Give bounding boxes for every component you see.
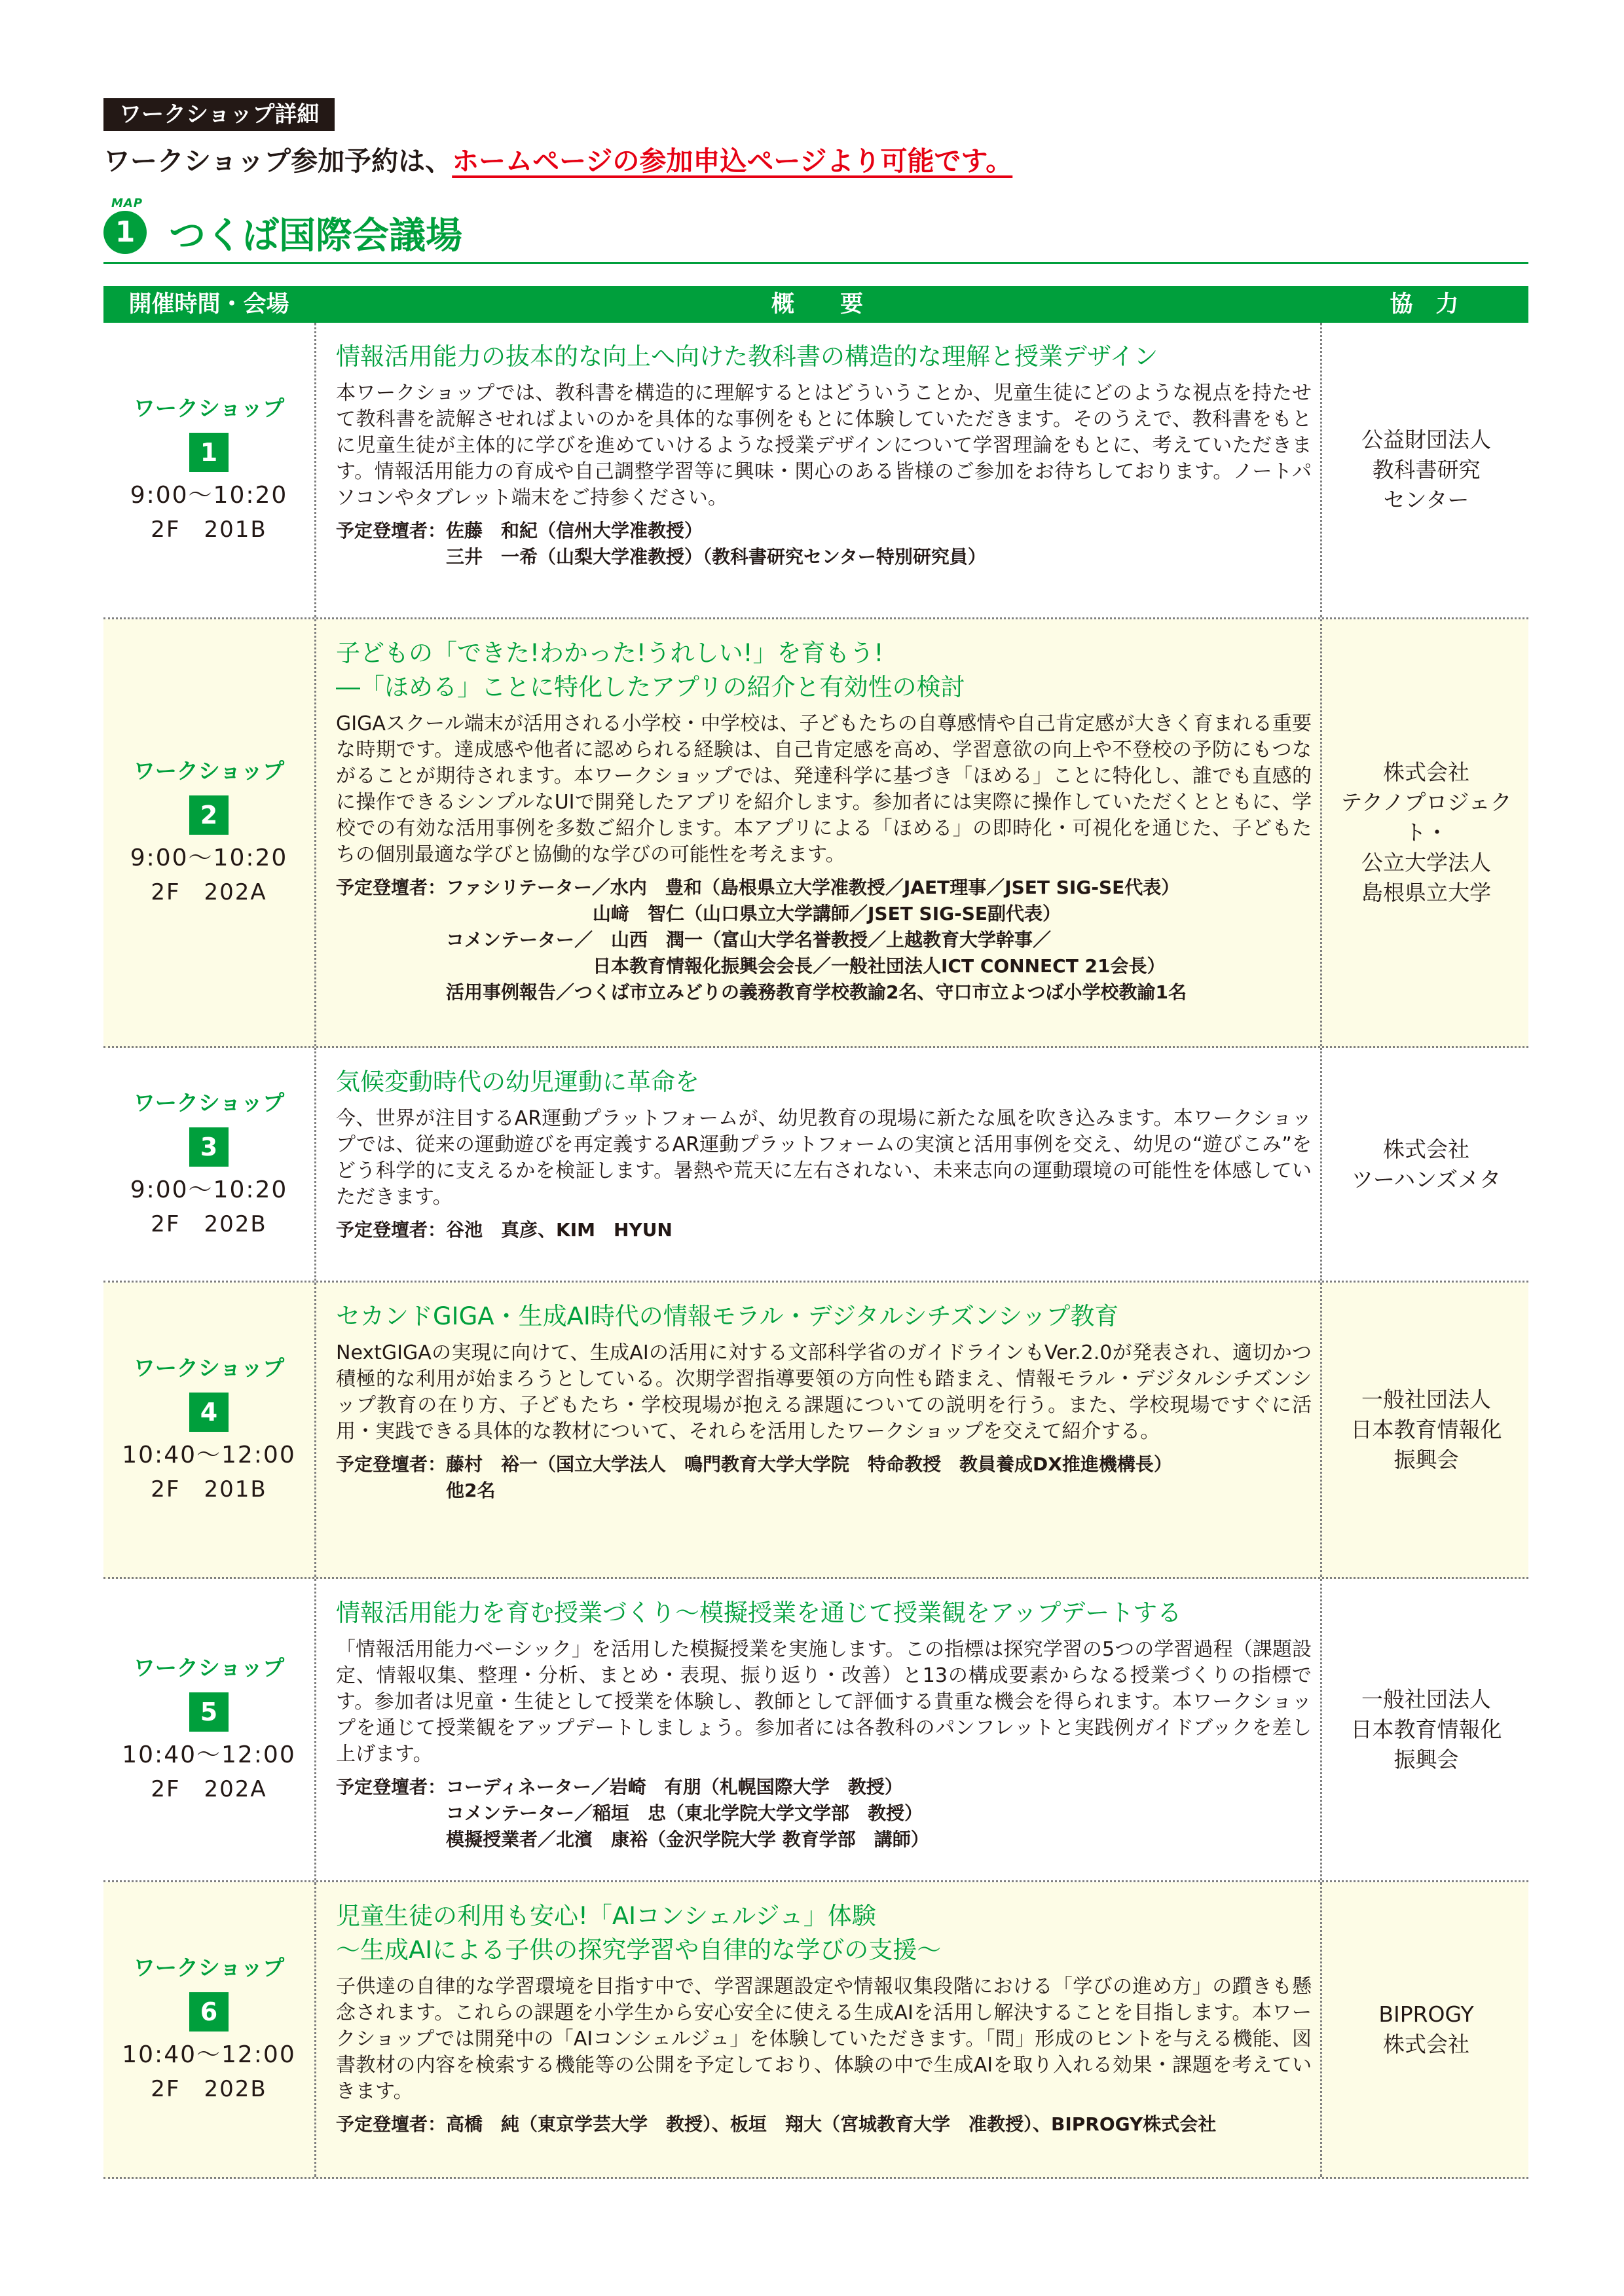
session-room: 2F 202A — [151, 1776, 267, 1802]
session-time: 9:00〜10:20 — [130, 845, 288, 871]
workshop-speakers: 予定登壇者：藤村 裕一（国立大学法人 鳴門教育大学大学院 特命教授 教員養成DX推進機構長） 他2名 — [336, 1453, 1172, 1501]
workshop-speakers: 予定登壇者：ファシリテーター／水内 豊和（島根県立大学准教授／JAET理事／JSET SIG-SE代表） 山﨑 智仁（山口県立大学講師／JSET SIG-SE副代表） コメンテーター／ 山西 潤一（富山大学名誉教授／上越教育大学幹事／ 日本教育情報化振興会会長／一般社団法人ICT CONNECT 21会長） 活用事例報告／つくば市立みどりの義務教育学校教諭2名、守口市立よつば小学校教諭1名 — [336, 877, 1187, 1003]
session-info — [103, 1579, 316, 1880]
map-number-badge: 1 — [103, 211, 147, 254]
workshop-row-6 — [103, 1882, 1528, 2179]
partner-name: 一般社団法人 日本教育情報化 振興会 — [1350, 1686, 1502, 1772]
partner-name: BIPROGY 株式会社 — [1378, 2001, 1474, 2057]
summary-cell — [336, 636, 1312, 1006]
partner-cell — [1320, 1048, 1530, 1281]
session-time: 10:40〜12:00 — [122, 1741, 296, 1768]
workshop-number-badge: 5 — [189, 1692, 229, 1732]
workshop-title: 情報活用能力を育む授業づくり〜模擬授業を通じて授業観をアップデートする — [336, 1599, 1182, 1627]
workshop-speakers: 予定登壇者：コーディネーター／岩崎 有朋（札幌国際大学 教授） コメンテーター／稲垣 忠（東北学院大学文学部 教授） 模擬授業者／北濱 康裕（金沢学院大学 教育学部 講師） — [336, 1776, 929, 1850]
session-info — [103, 1048, 316, 1281]
workshop-title: 児童生徒の利用も安心!「AIコンシェルジュ」体験 〜生成AIによる子供の探究学習や自律的な学びの支援〜 — [336, 1902, 942, 1964]
workshop-description: 「情報活用能力ベーシック」を活用した模擬授業を実施します。この指標は探究学習の5つの学習過程（課題設定、情報収集、整理・分析、まとめ・表現、振り返り・改善）と13の構成要素からなる授業づくりの指標です。参加者は児童・生徒として授業を体験し、教師として評価する貴重な機会を得られます。本ワークショップを通じて授業観をアップデートしましょう。参加者には各教科のパンフレットと実践例ガイドブックを差し上げます。 — [336, 1638, 1312, 1766]
workshop-description: 今、世界が注目するAR運動プラットフォームが、幼児教育の現場に新たな風を吹き込みます。本ワークショップでは、従来の運動遊びを再定義するAR運動プラットフォームの実演と活用事例を交え、幼児の“遊びこみ”をどう科学的に支えるかを検証します。暑熱や荒天に左右されない、未来志向の運動環境の可能性を体感していただきます。 — [336, 1107, 1312, 1209]
workshop-number-badge: 1 — [189, 433, 229, 472]
notice-prefix: ワークショップ参加予約は、 — [103, 145, 452, 177]
summary-cell — [336, 1065, 1312, 1243]
section-tag: ワークショップ詳細 — [103, 98, 335, 131]
workshop-speakers: 予定登壇者：谷池 真彦、KIM HYUN — [336, 1219, 673, 1241]
workshop-label: ワークショップ — [133, 1355, 285, 1381]
session-room: 2F 201B — [151, 517, 267, 543]
session-room: 2F 202B — [151, 1211, 267, 1237]
partner-name: 株式会社 テクノプロジェクト・ 公立大学法人 島根県立大学 — [1340, 759, 1512, 905]
registration-notice — [103, 143, 1012, 179]
partner-cell — [1320, 1579, 1530, 1880]
registration-link[interactable]: ホームページの参加申込ページより可能です。 — [452, 145, 1013, 177]
workshop-label: ワークショップ — [133, 1089, 285, 1116]
workshop-description: GIGAスクール端末が活用される小学校・中学校は、子どもたちの自尊感情や自己肯定感が大きく育まれる重要な時期です。達成感や他者に認められる経験は、自己肯定感を高め、学習意欲の向上や不登校の予防にもつながることが期待されます。本ワークショップでは、発達科学に基づき「ほめる」ことに特化し、誰でも直感的に操作できるシンプルなUIで開発したアプリを紹介します。参加者には実際に操作していただくとともに、学校での有効な活用事例を多数ご紹介します。本アプリによる「ほめる」の即時化・可視化を通じた、子どもたちの個別最適な学びと協働的な学びの可能性を考えます。 — [336, 712, 1312, 866]
session-info — [103, 323, 316, 617]
workshop-row-1 — [103, 323, 1528, 619]
summary-cell — [336, 1596, 1312, 1853]
header-summary: 概 要 — [771, 291, 863, 318]
workshop-title: 子どもの「できた!わかった!うれしい!」を育もう! ―「ほめる」ことに特化したアプリの紹介と有効性の検討 — [336, 639, 965, 701]
session-info — [103, 1283, 316, 1577]
session-time: 9:00〜10:20 — [130, 482, 288, 509]
workshop-number-badge: 3 — [189, 1127, 229, 1167]
header-time-venue: 開催時間・会場 — [128, 291, 289, 318]
summary-cell — [336, 1899, 1312, 2138]
workshop-description: NextGIGAの実現に向けて、生成AIの活用に対する文部科学省のガイドラインもVer.2.0が発表され、適切かつ積極的な利用が始まろうとしている。次期学習指導要領の方向性も踏まえ、情報モラル・デジタルシチズンシップ教育の在り方、子どもたち・学校現場が抱える課題についての説明を行う。また、学校現場ですぐに活用・実践できる具体的な教材について、それらを活用したワークショップを交えて紹介する。 — [336, 1341, 1312, 1443]
session-time: 10:40〜12:00 — [122, 1442, 296, 1468]
workshop-row-2 — [103, 619, 1528, 1048]
workshop-title: 情報活用能力の抜本的な向上へ向けた教科書の構造的な理解と授業デザイン — [336, 342, 1158, 371]
venue-heading — [103, 191, 1528, 264]
session-room: 2F 201B — [151, 1476, 267, 1503]
partner-name: 一般社団法人 日本教育情報化 振興会 — [1350, 1387, 1502, 1472]
summary-cell — [336, 1300, 1312, 1504]
workshop-label: ワークショップ — [133, 395, 285, 421]
summary-cell — [336, 340, 1312, 570]
partner-cell — [1320, 619, 1530, 1046]
map-label: MAP — [111, 196, 143, 210]
partner-cell — [1320, 1283, 1530, 1577]
header-partner: 協 力 — [1390, 291, 1459, 318]
session-room: 2F 202B — [151, 2076, 267, 2102]
workshop-row-3 — [103, 1048, 1528, 1283]
workshop-label: ワークショップ — [133, 758, 285, 784]
session-time: 10:40〜12:00 — [122, 2041, 296, 2068]
partner-name: 公益財団法人 教科書研究 センター — [1361, 427, 1491, 513]
workshop-title: 気候変動時代の幼児運動に革命を — [336, 1068, 699, 1096]
workshop-row-5 — [103, 1579, 1528, 1882]
partner-cell — [1320, 323, 1530, 617]
workshop-description: 子供達の自律的な学習環境を目指す中で、学習課題設定や情報収集段階における「学びの進め方」の躓きも懸念されます。これらの課題を小学生から安心安全に使える生成AIを活用し解決することを目指します。本ワークショップでは開発中の「AIコンシェルジュ」を体験していただきます。「問」形成のヒントを与える機能、図書教材の内容を検索する機能等の公開を予定しており、体験の中で生成AIを取り入れる効果・課題を考えていきます。 — [336, 1975, 1312, 2103]
partner-name: 株式会社 ツーハンズメタ — [1351, 1136, 1502, 1192]
workshop-label: ワークショップ — [133, 1655, 285, 1681]
workshop-speakers: 予定登壇者：高橋 純（東京学芸大学 教授）、板垣 翔大（宮城教育大学 准教授）、BIPROGY株式会社 — [336, 2113, 1217, 2135]
workshop-number-badge: 6 — [189, 1992, 229, 2032]
workshop-row-4 — [103, 1283, 1528, 1579]
venue-name: つくば国際会議場 — [169, 215, 462, 257]
workshop-description: 本ワークショップでは、教科書を構造的に理解するとはどういうことか、児童生徒にどのような視点を持たせて教科書を読解させればよいのかを具体的な事例をもとに体験していただきます。そのうえで、教科書をもとに児童生徒が主体的に学びを進めていけるような授業デザインについて学習理論をもとに、考えていただきます。情報活用能力の育成や自己調整学習等に興味・関心のある皆様のご参加をお待ちしております。ノートパソコンやタブレット端末をご持参ください。 — [336, 382, 1312, 509]
session-info — [103, 1882, 316, 2177]
workshop-number-badge: 2 — [189, 795, 229, 835]
session-time: 9:00〜10:20 — [130, 1176, 288, 1203]
partner-cell — [1320, 1882, 1530, 2177]
workshop-label: ワークショップ — [133, 1955, 285, 1980]
workshop-number-badge: 4 — [189, 1393, 229, 1432]
session-room: 2F 202A — [151, 879, 267, 905]
workshop-speakers: 予定登壇者：佐藤 和紀（信州大学准教授） 三井 一希（山梨大学准教授）（教科書研究センター特別研究員） — [336, 520, 986, 568]
workshop-title: セカンドGIGA・生成AI時代の情報モラル・デジタルシチズンシップ教育 — [336, 1302, 1119, 1330]
session-info — [103, 619, 316, 1046]
table-header — [103, 286, 1528, 323]
